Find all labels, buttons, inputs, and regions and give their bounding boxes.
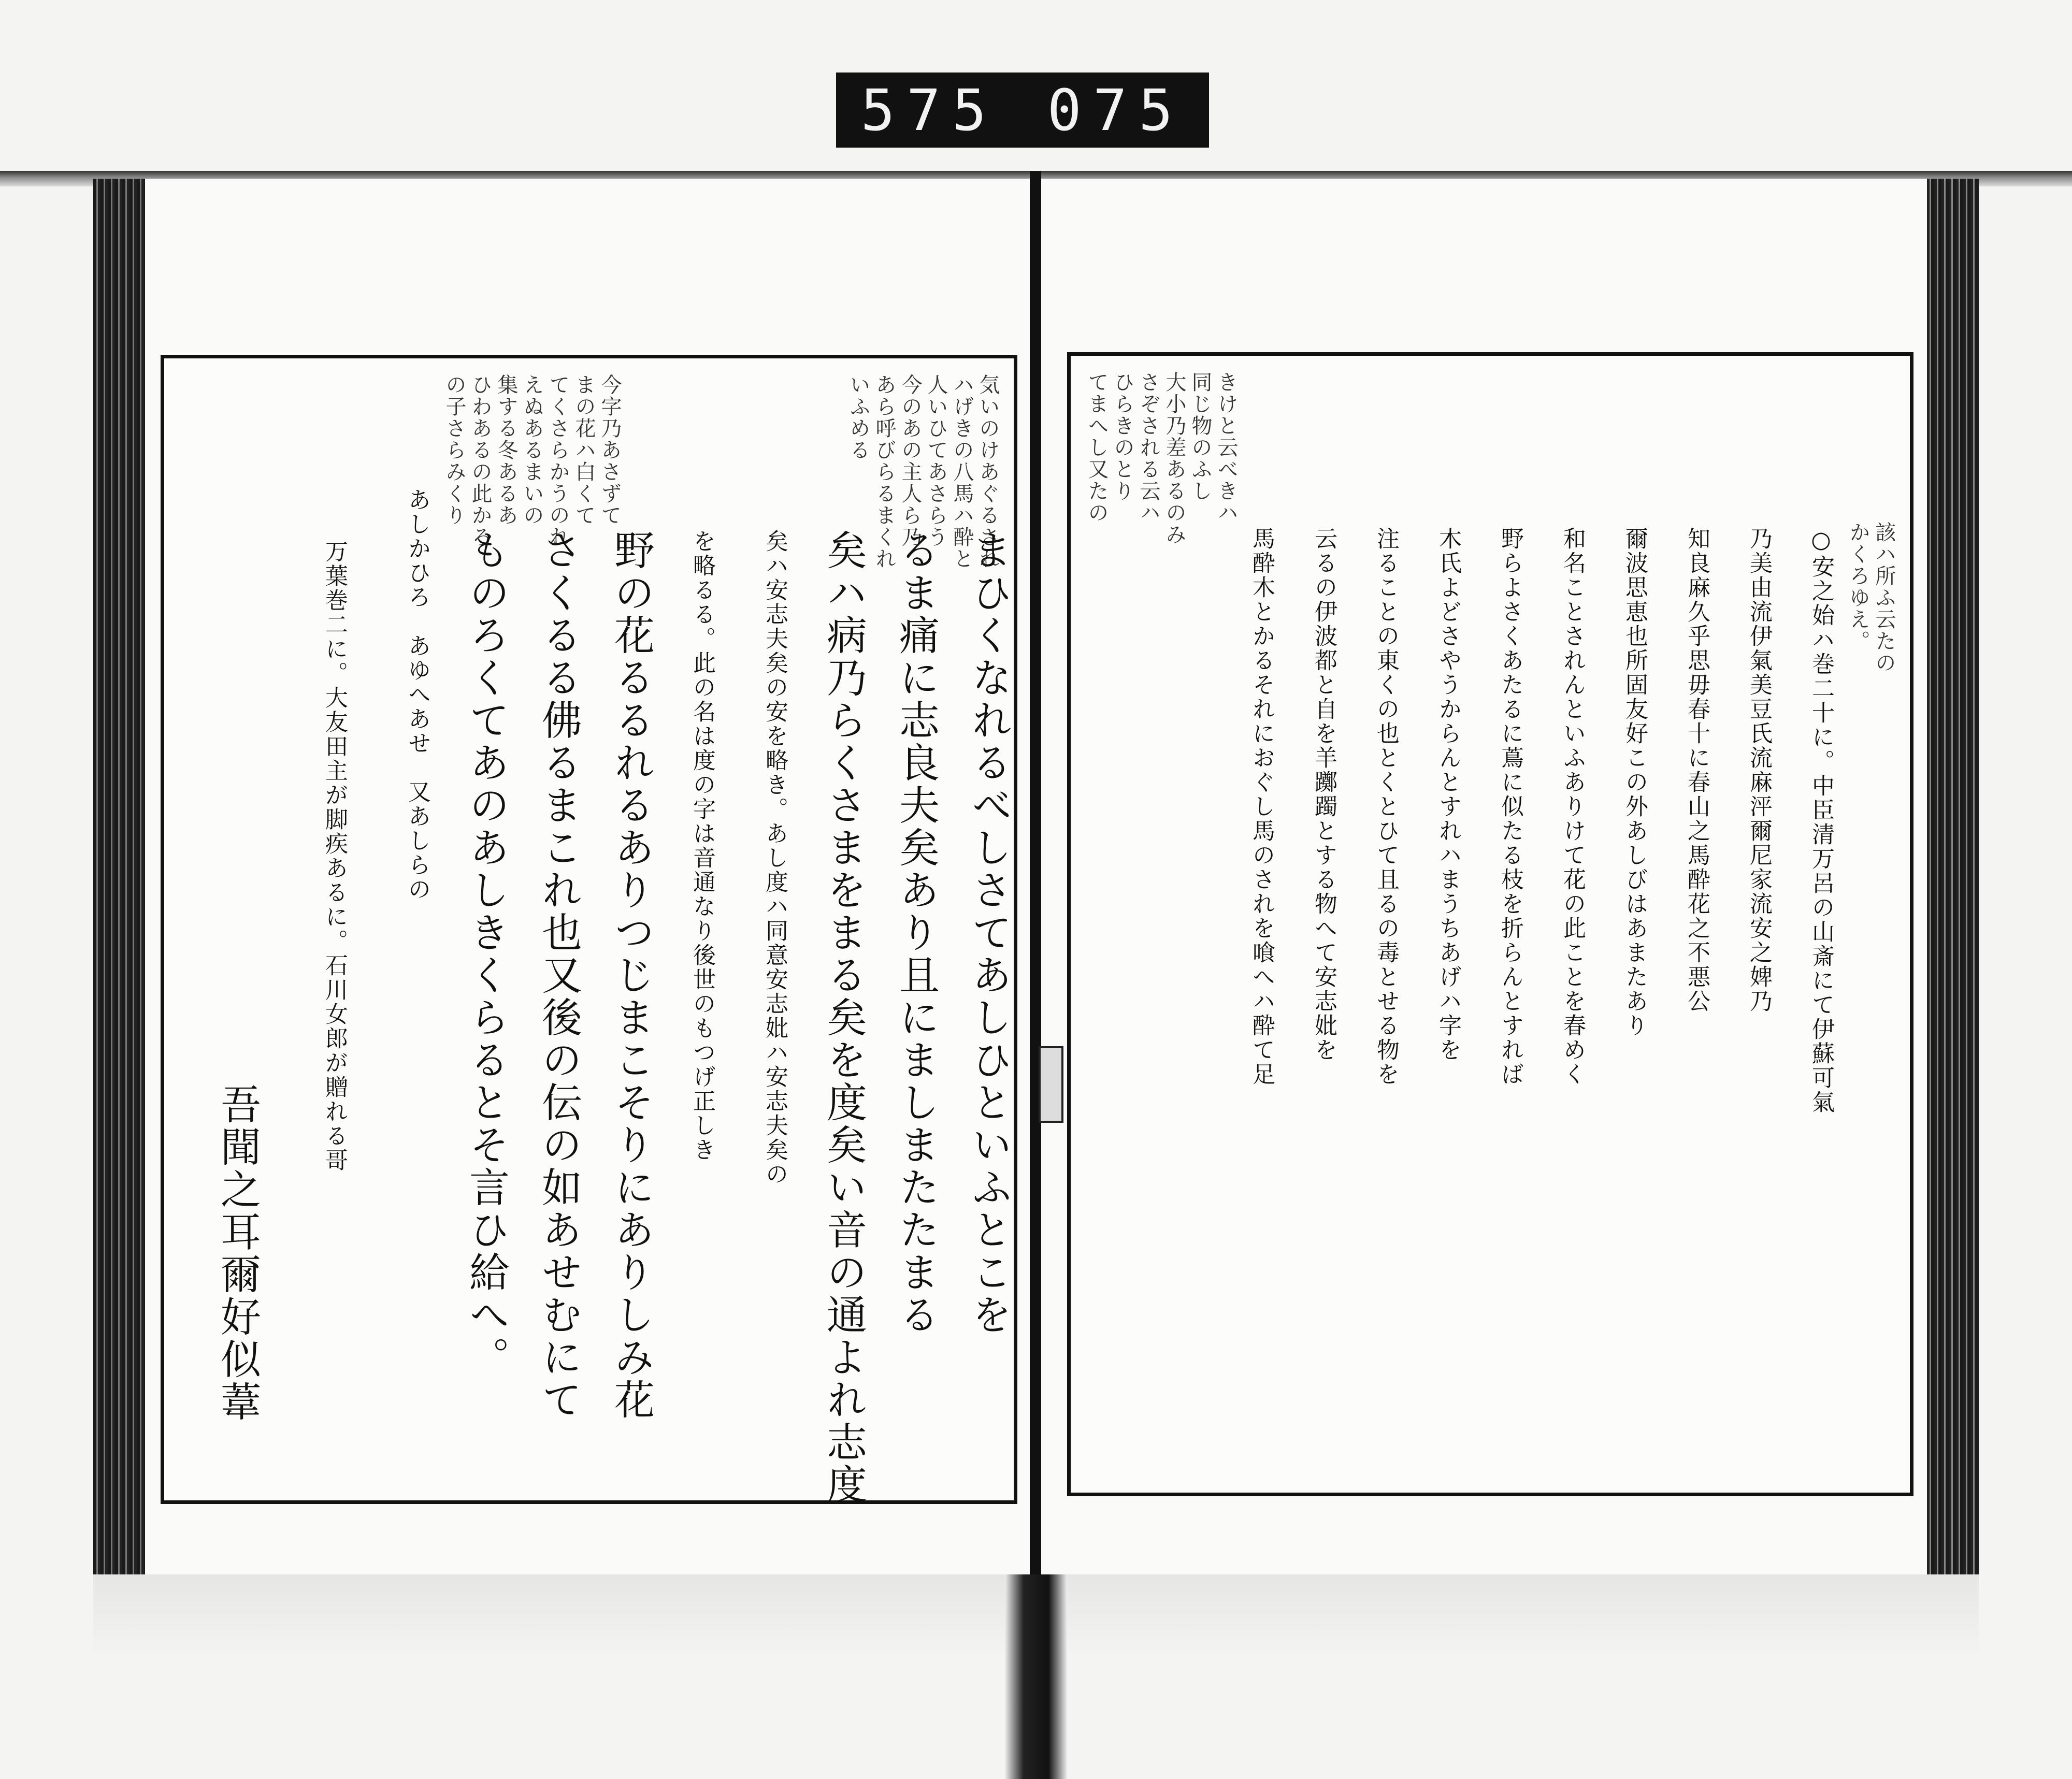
right-page-frame [1067,352,1913,1496]
left-text-column: さくるる佛るまこれ也又後の伝の如あせむにて [535,529,582,1421]
gutter-bottom-shadow [1005,1574,1067,1779]
left-note: ハげきの八馬ハ酔と [950,374,974,570]
left-text-column: 矣ハ病乃らくさまをまる矣を度矣い音の通よれ志度 [820,529,867,1506]
right-text-column: 該ハ所ふ云たの [1872,522,1896,674]
right-text-column: 木氏よどさやうからんとすれハまうちあげハ字を [1435,527,1461,1062]
left-text-column: 野の花るるれるありつじまこそりにありしみ花 [608,529,654,1421]
book-gutter [1030,171,1041,1779]
book-right-edge [1927,179,1979,1577]
left-note: 今のあの主人ら乃 [898,374,922,548]
left-page-frame [161,355,1017,1504]
right-text-column: 和名ことされんといふありけて花の此ことを春めく [1559,527,1586,1087]
left-text-column: 万葉巻二に。大友田主が脚疾あるに。石川女郎が贈れる哥 [321,540,348,1173]
book-left-edge [93,179,145,1577]
left-text-column: を略るる。此の名は度の字は音通なり後世のもつげ正しき [689,529,715,1162]
reel-number-right: 075 [1047,77,1185,143]
right-text-column: 注ることの東くの也とくとひて且るの毒とせる物を [1373,527,1399,1087]
left-note: あら呼びらるまくれ [872,374,896,570]
left-text-column: 矣ハ安志夫矣の安を略き。あし度ハ同意安志妣ハ安志夫矣の [761,529,788,1187]
right-note: てまへし又たの [1085,371,1109,524]
left-note: ひわあるの此かろ [468,374,492,548]
right-note: きけと云べきハ [1214,371,1238,524]
reel-number-label [836,73,1209,148]
right-text-column: かくろゆえ。 [1846,522,1870,652]
reel-number-left: 575 [860,77,998,143]
left-note: てくさらかうのれ [546,374,570,548]
left-text-column: 吾聞之耳爾好似葦 [214,1083,261,1423]
left-note: 人いひてあさらう [924,374,948,548]
right-note: さぞされる云ハ [1136,371,1160,524]
left-text-column: まひくなれるべしさてあしひといふとこを [965,529,1012,1336]
left-text-column: あしかひろ あゆへあせ 又あしらの [404,488,430,902]
right-text-column: 云るの伊波都と自を羊躑躅とする物へて安志妣を [1311,527,1337,1062]
left-note: 気いのけあぐるされ [976,374,1000,570]
left-text-column: るま痛に志良夫矣あり且にましまたたまる [893,529,939,1336]
right-note: ひらきのとり [1111,371,1134,502]
left-note: 今字乃あさずて [598,374,622,526]
left-note: えぬあるまいの [520,374,544,526]
left-note: まの花ハ白くて [572,374,596,526]
right-note: 同じ物のふし [1188,371,1212,502]
right-text-column: 知良麻久乎思毋春十に春山之馬酔花之不悪公 [1684,527,1710,1014]
left-note: いふめる [846,374,870,461]
left-note: の子さらみくり [442,374,466,526]
right-text-column: 爾波思恵也所固友好この外あしびはあまたあり [1621,527,1648,1038]
folio-tab [1039,1046,1063,1123]
right-text-column: 乃美由流伊氣美豆氏流麻泙爾尼家流安之婢乃 [1746,527,1772,1014]
left-text-column: ものろくてあのあしきくらるとそ言ひ給へ。 [463,529,509,1379]
right-text-column: 馬酔木とかるそれにおぐし馬のされを喰へハ酔て足 [1248,527,1275,1087]
right-note: 大小乃差あるのみ [1162,371,1186,545]
right-text-column: 野らよさくあたるに蔦に似たる枝を折らんとすれば [1497,527,1523,1087]
right-text-column: ○安之始ハ巻二十に。中臣清万呂の山斎にて伊蘇可氣 [1808,527,1834,1115]
left-note: 集する冬あるあ [494,374,518,526]
